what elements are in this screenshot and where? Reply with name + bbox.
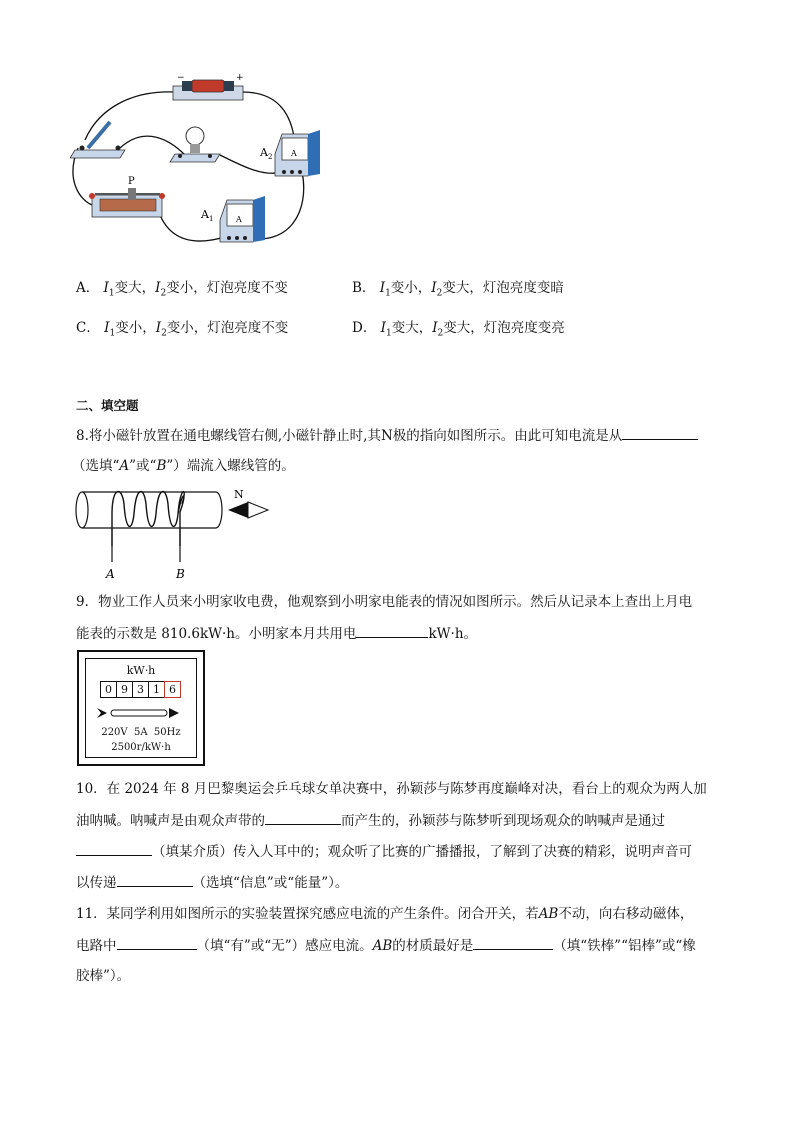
svg-text:N: N xyxy=(234,488,244,501)
option-b[interactable]: B． $I_1$变小，$I_2$变大，灯泡亮度变暗 xyxy=(352,280,564,299)
svg-text:−: − xyxy=(177,73,185,83)
svg-text:A2: $A_2$ xyxy=(260,146,273,161)
q10-answer-blank-1[interactable] xyxy=(265,810,341,825)
section-title: 二、填空题 xyxy=(76,398,139,413)
meter-digit: 9 xyxy=(116,681,133,698)
wire xyxy=(120,136,185,155)
q9-line1: 9．物业工作人员来小明家收电费，他观察到小明家电能表的情况如图所示。然后从记录本上查出上月电 xyxy=(76,594,693,610)
q8-line2: （选填“A”或“B”）端流入螺线管的。 xyxy=(72,458,295,474)
q10-answer-blank-2[interactable] xyxy=(76,841,152,856)
svg-text:A: A xyxy=(236,215,242,224)
q8-answer-blank[interactable] xyxy=(622,425,698,440)
q11-line1: 11．某同学利用如图所示的实验装置探究感应电流的产生条件。闭合开关，若AB不动，向右移动磁体， xyxy=(76,906,694,922)
solenoid-figure xyxy=(74,484,274,584)
q11-answer-blank-2[interactable] xyxy=(473,935,553,950)
q10-line3: （填某介质）传入人耳中的；观众听了比赛的广播播报，了解到了决赛的精彩，说明声音可 xyxy=(76,841,692,862)
svg-text:P: P xyxy=(128,176,135,187)
option-a[interactable]: A． $I_1$变大，$I_2$变小，灯泡亮度不变 xyxy=(76,280,288,299)
option-d[interactable]: D． $I_1$变大，$I_2$变大，灯泡亮度变亮 xyxy=(352,320,565,339)
svg-text:+: + xyxy=(236,73,244,83)
meter-spec-1: 220V 5A 50Hz xyxy=(101,727,181,738)
option-c[interactable]: C． $I_1$变小，$I_2$变小，灯泡亮度不变 xyxy=(76,320,289,339)
q11-line3: 胶棒”）。 xyxy=(76,968,131,984)
svg-text:B: B xyxy=(176,567,185,581)
switch-icon xyxy=(70,122,125,158)
q9-line2: 能表的示数是 810.6kW·h。小明家本月共用电 kW·h。 xyxy=(76,623,477,644)
battery-icon xyxy=(173,73,244,100)
solenoid-tube xyxy=(82,492,222,528)
wire xyxy=(158,210,228,241)
ammeter-a1-icon xyxy=(200,196,265,242)
bulb-icon xyxy=(170,127,220,162)
energy-meter xyxy=(77,650,205,766)
q8-line1: 8.将小磁针放置在通电螺线管右侧,小磁针静止时,其N极的指向如图所示。由此可知电流是从 xyxy=(76,425,698,446)
meter-arrow-icon xyxy=(97,706,179,720)
meter-digit-decimal: 6 xyxy=(164,681,181,698)
meter-digit: 1 xyxy=(148,681,165,698)
rheostat-icon xyxy=(89,176,165,217)
q11-answer-blank-1[interactable] xyxy=(117,935,197,950)
q10-line1: 10．在 2024 年 8 月巴黎奥运会乒乓球女单决赛中，孙颖莎与陈梦再度巅峰对决，看台上的观众为两人加 xyxy=(76,781,707,797)
svg-text:A: A xyxy=(291,149,297,158)
q9-answer-blank[interactable] xyxy=(356,623,428,638)
meter-spec-2: 2500r/kW·h xyxy=(111,742,171,753)
ammeter-a2-icon xyxy=(259,130,320,176)
meter-digit: 3 xyxy=(132,681,149,698)
q10-line4: 以传递 （选填“信息”或“能量”）。 xyxy=(76,872,348,893)
meter-digits xyxy=(100,681,181,698)
svg-text:A1: $A_1$ xyxy=(201,208,214,223)
circuit-figure xyxy=(70,70,330,260)
svg-text:A: A xyxy=(106,567,115,581)
compass-needle-icon xyxy=(228,488,268,518)
q10-answer-blank-3[interactable] xyxy=(117,872,193,887)
meter-unit: kW·h xyxy=(126,664,156,677)
q11-line2: 电路中 （填“有”或“无”）感应电流。AB的材质最好是 （填“铁棒”“铝棒”或“橡 xyxy=(76,935,696,956)
meter-digit: 0 xyxy=(100,681,117,698)
q10-line2: 油呐喊。呐喊声是由观众声带的 而产生的，孙颖莎与陈梦听到现场观众的呐喊声是通过 xyxy=(76,810,665,831)
